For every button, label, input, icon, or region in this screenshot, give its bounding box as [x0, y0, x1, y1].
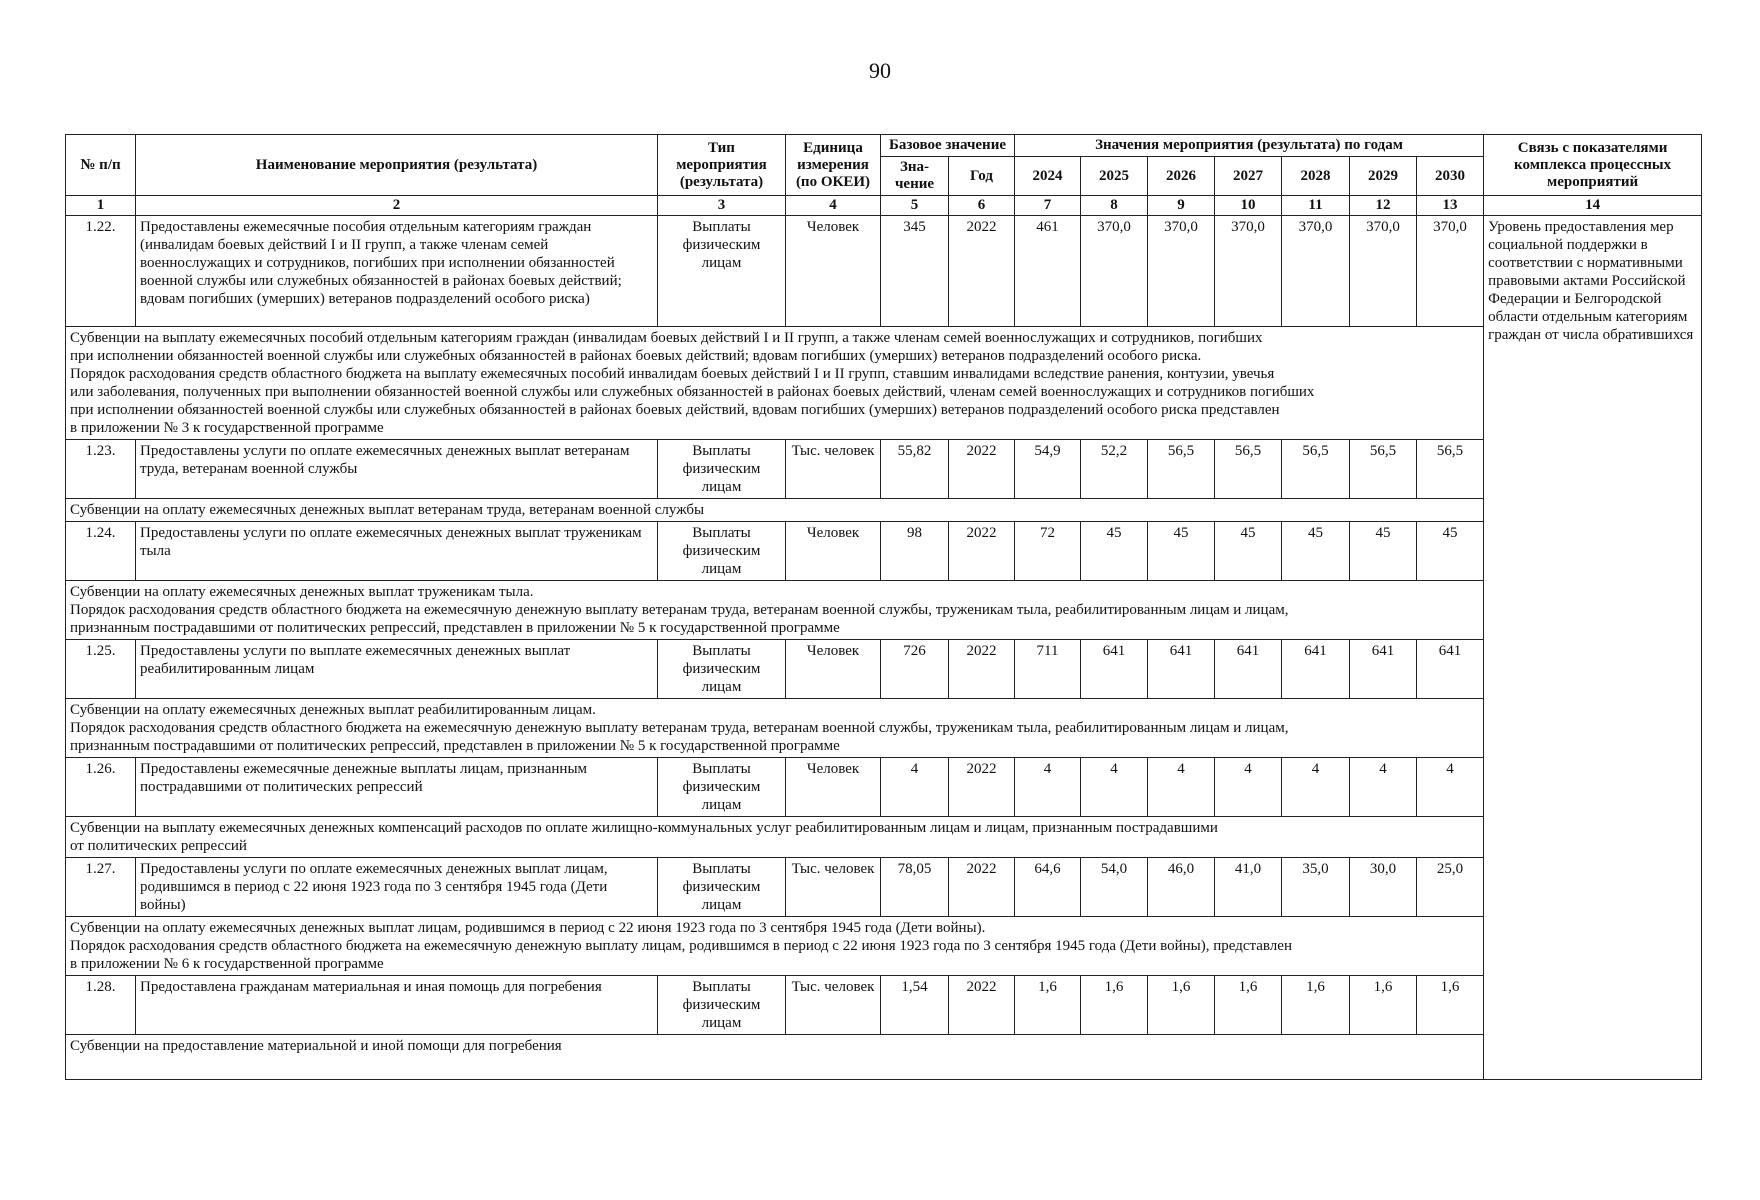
header-year: 2024 — [1015, 157, 1081, 196]
row-year-value: 41,0 — [1215, 858, 1282, 917]
row-year-value: 370,0 — [1417, 216, 1484, 327]
row-year-value: 45 — [1215, 522, 1282, 581]
row-year-value: 4 — [1015, 758, 1081, 817]
row-year-value: 52,2 — [1081, 440, 1148, 499]
row-year-value: 4 — [1148, 758, 1215, 817]
row-base-value: 1,54 — [881, 976, 949, 1035]
row-unit: Человек — [786, 522, 881, 581]
table-row — [66, 440, 1702, 499]
note-cell — [66, 327, 1484, 440]
row-year-value: 641 — [1148, 640, 1215, 699]
row-number: 1.24. — [66, 522, 136, 581]
row-year-value: 56,5 — [1350, 440, 1417, 499]
row-year-value: 45 — [1417, 522, 1484, 581]
column-number: 1 — [66, 196, 136, 216]
row-year-value: 46,0 — [1148, 858, 1215, 917]
table-header — [66, 135, 1702, 216]
row-year-value: 641 — [1282, 640, 1350, 699]
note-row — [66, 917, 1702, 976]
row-year-value: 4 — [1282, 758, 1350, 817]
note-line: Порядок расходования средств областного бюджета на выплату ежемесячных пособий инвалидам боевых действий I и II групп, ставшим инвалидами вследствие ранения, контузии, увечья — [70, 366, 1275, 382]
note-cell — [66, 917, 1484, 976]
header-base: Базовое значение — [881, 135, 1015, 157]
row-year-value: 641 — [1350, 640, 1417, 699]
header-num: № п/п — [66, 135, 136, 196]
row-number: 1.23. — [66, 440, 136, 499]
row-name: Предоставлены услуги по оплате ежемесячных денежных выплат лицам, родившимся в период с 22 июня 1923 года по 3 сентября 1945 года (Дети войны) — [136, 858, 658, 917]
row-year-value: 64,6 — [1015, 858, 1081, 917]
row-name: Предоставлена гражданам материальная и иная помощь для погребения — [136, 976, 658, 1035]
column-number: 4 — [786, 196, 881, 216]
table-row — [66, 640, 1702, 699]
row-year-value: 4 — [1417, 758, 1484, 817]
note-row — [66, 699, 1702, 758]
header-name: Наименование мероприятия (результата) — [136, 135, 658, 196]
table-row — [66, 976, 1702, 1035]
row-base-value: 726 — [881, 640, 949, 699]
row-base-year: 2022 — [949, 440, 1015, 499]
note-line: от политических репрессий — [70, 838, 247, 854]
note-row — [66, 581, 1702, 640]
column-number: 3 — [658, 196, 786, 216]
row-year-value: 25,0 — [1417, 858, 1484, 917]
row-year-value: 35,0 — [1282, 858, 1350, 917]
table-body — [66, 216, 1702, 1080]
row-year-value: 370,0 — [1081, 216, 1148, 327]
row-year-value: 370,0 — [1282, 216, 1350, 327]
row-base-year: 2022 — [949, 640, 1015, 699]
page-number: 90 — [869, 58, 891, 83]
row-year-value: 641 — [1417, 640, 1484, 699]
note-line: признанным пострадавшими от политических репрессий, представлен в приложении № 5 к государственной программе — [70, 620, 840, 636]
header-base-year: Год — [949, 157, 1015, 196]
note-cell — [66, 817, 1484, 858]
note-cell — [66, 581, 1484, 640]
note-row — [66, 327, 1702, 440]
row-year-value: 370,0 — [1350, 216, 1417, 327]
row-name: Предоставлены ежемесячные пособия отдельным категориям граждан (инвалидам боевых действий I и II групп, а также членам семей военнослужащих и сотрудников, погибших при исполнении обязанностей военной службы или служебных обязанностей в районах боевых действий; вдовам погибших (умерших) ветеранов подразделений особого риска) — [136, 216, 658, 327]
column-numbers-row — [66, 196, 1702, 216]
header-values-by-year: Значения мероприятия (результата) по годам — [1015, 135, 1484, 157]
row-year-value: 4 — [1081, 758, 1148, 817]
row-year-value: 45 — [1350, 522, 1417, 581]
row-year-value: 56,5 — [1215, 440, 1282, 499]
row-unit: Тыс. человек — [786, 858, 881, 917]
column-number: 11 — [1282, 196, 1350, 216]
row-unit: Тыс. человек — [786, 440, 881, 499]
row-type: Выплаты физическим лицам — [658, 522, 786, 581]
header-year: 2030 — [1417, 157, 1484, 196]
note-line: Субвенции на предоставление материальной и иной помощи для погребения — [70, 1038, 562, 1054]
row-unit: Человек — [786, 216, 881, 327]
row-type: Выплаты физическим лицам — [658, 858, 786, 917]
row-unit: Человек — [786, 758, 881, 817]
row-year-value: 56,5 — [1282, 440, 1350, 499]
row-year-value: 1,6 — [1081, 976, 1148, 1035]
row-base-value: 55,82 — [881, 440, 949, 499]
row-year-value: 1,6 — [1215, 976, 1282, 1035]
link-cell: Уровень предоставления мер социальной поддержки в соответствии с нормативными правовыми актами Российской Федерации и Белгородской области отдельным категориям граждан от числа обратившихся — [1484, 216, 1702, 1080]
column-number: 6 — [949, 196, 1015, 216]
table-row — [66, 858, 1702, 917]
row-year-value: 1,6 — [1417, 976, 1484, 1035]
row-year-value: 45 — [1081, 522, 1148, 581]
row-year-value: 1,6 — [1015, 976, 1081, 1035]
row-year-value: 1,6 — [1350, 976, 1417, 1035]
row-number: 1.27. — [66, 858, 136, 917]
row-base-value: 345 — [881, 216, 949, 327]
column-number: 13 — [1417, 196, 1484, 216]
column-number: 14 — [1484, 196, 1702, 216]
header-unit: Единица измерения (по ОКЕИ) — [786, 135, 881, 196]
row-name: Предоставлены услуги по выплате ежемесячных денежных выплат реабилитированным лицам — [136, 640, 658, 699]
note-line: Субвенции на выплату ежемесячных денежных компенсаций расходов по оплате жилищно-коммунальных услуг реабилитированным лицам и лицам, признанным пострадавшими — [70, 820, 1218, 836]
row-base-value: 4 — [881, 758, 949, 817]
row-year-value: 711 — [1015, 640, 1081, 699]
note-row — [66, 1035, 1702, 1080]
measures-table — [65, 134, 1702, 1080]
note-cell — [66, 699, 1484, 758]
row-year-value: 56,5 — [1417, 440, 1484, 499]
row-type: Выплаты физическим лицам — [658, 976, 786, 1035]
row-base-year: 2022 — [949, 858, 1015, 917]
row-year-value: 45 — [1282, 522, 1350, 581]
row-number: 1.25. — [66, 640, 136, 699]
row-number: 1.28. — [66, 976, 136, 1035]
row-year-value: 641 — [1215, 640, 1282, 699]
row-base-year: 2022 — [949, 758, 1015, 817]
note-line: Субвенции на оплату ежемесячных денежных выплат труженикам тыла. — [70, 584, 534, 600]
note-line: Порядок расходования средств областного бюджета на ежемесячную денежную выплату ветеранам труда, ветеранам военной службы, труженикам тыла, реабилитированным лицам и лицам, — [70, 720, 1289, 736]
header-year: 2029 — [1350, 157, 1417, 196]
note-line: при исполнении обязанностей военной службы или служебных обязанностей в районах боевых действий; вдовам погибших (умерших) ветеранов подразделений особого риска. — [70, 348, 1202, 364]
note-line: Порядок расходования средств областного бюджета на ежемесячную денежную выплату лицам, родившимся в период с 22 июня 1923 года по 3 сентября 1945 года (Дети войны), представлен — [70, 938, 1292, 954]
row-number: 1.26. — [66, 758, 136, 817]
note-line: Порядок расходования средств областного бюджета на ежемесячную денежную выплату ветеранам труда, ветеранам военной службы, труженикам тыла, реабилитированным лицам и лицам, — [70, 602, 1289, 618]
row-type: Выплаты физическим лицам — [658, 640, 786, 699]
row-year-value: 30,0 — [1350, 858, 1417, 917]
table-row — [66, 522, 1702, 581]
header-base-value: Зна-чение — [881, 157, 949, 196]
row-year-value: 45 — [1148, 522, 1215, 581]
header-year: 2028 — [1282, 157, 1350, 196]
note-line: Субвенции на выплату ежемесячных пособий отдельным категориям граждан (инвалидам боевых действий I и II групп, а также членам семей военнослужащих и сотрудников, погибших — [70, 330, 1263, 346]
note-cell — [66, 499, 1484, 522]
row-type: Выплаты физическим лицам — [658, 216, 786, 327]
note-line: признанным пострадавшими от политических репрессий, представлен в приложении № 5 к государственной программе — [70, 738, 840, 754]
column-number: 8 — [1081, 196, 1148, 216]
row-year-value: 1,6 — [1282, 976, 1350, 1035]
row-base-year: 2022 — [949, 216, 1015, 327]
row-year-value: 72 — [1015, 522, 1081, 581]
row-year-value: 1,6 — [1148, 976, 1215, 1035]
row-year-value: 370,0 — [1215, 216, 1282, 327]
column-number: 7 — [1015, 196, 1081, 216]
note-line: Субвенции на оплату ежемесячных денежных выплат ветеранам труда, ветеранам военной службы — [70, 502, 705, 518]
row-year-value: 370,0 — [1148, 216, 1215, 327]
table-row — [66, 758, 1702, 817]
row-year-value: 56,5 — [1148, 440, 1215, 499]
header-link: Связь с показателями комплекса процессных мероприятий — [1484, 135, 1702, 196]
table-row — [66, 216, 1702, 327]
row-base-year: 2022 — [949, 976, 1015, 1035]
header-year: 2026 — [1148, 157, 1215, 196]
column-number: 10 — [1215, 196, 1282, 216]
note-row — [66, 817, 1702, 858]
row-year-value: 4 — [1215, 758, 1282, 817]
column-number: 5 — [881, 196, 949, 216]
row-number: 1.22. — [66, 216, 136, 327]
row-year-value: 461 — [1015, 216, 1081, 327]
row-base-value: 78,05 — [881, 858, 949, 917]
row-unit: Человек — [786, 640, 881, 699]
row-year-value: 54,0 — [1081, 858, 1148, 917]
note-line: в приложении № 6 к государственной программе — [70, 956, 384, 972]
header-year: 2027 — [1215, 157, 1282, 196]
note-row — [66, 499, 1702, 522]
header-type: Тип мероприятия (результата) — [658, 135, 786, 196]
row-year-value: 4 — [1350, 758, 1417, 817]
column-number: 2 — [136, 196, 658, 216]
row-name: Предоставлены услуги по оплате ежемесячных денежных выплат ветеранам труда, ветеранам военной службы — [136, 440, 658, 499]
row-base-year: 2022 — [949, 522, 1015, 581]
row-name: Предоставлены ежемесячные денежные выплаты лицам, признанным пострадавшими от политических репрессий — [136, 758, 658, 817]
column-number: 9 — [1148, 196, 1215, 216]
header-year: 2025 — [1081, 157, 1148, 196]
note-cell — [66, 1035, 1484, 1080]
note-line: или заболевания, полученных при выполнении обязанностей военной службы или служебных обязанностей в районах боевых действий, членам семей военнослужащих и сотрудников погибших — [70, 384, 1315, 400]
note-line: Субвенции на оплату ежемесячных денежных выплат лицам, родившимся в период с 22 июня 1923 года по 3 сентября 1945 года (Дети войны). — [70, 920, 986, 936]
row-type: Выплаты физическим лицам — [658, 440, 786, 499]
row-name: Предоставлены услуги по оплате ежемесячных денежных выплат труженикам тыла — [136, 522, 658, 581]
note-line: при исполнении обязанностей военной службы или служебных обязанностей в районах боевых действий, вдовам погибших (умерших) ветеранов подразделений особого риска представлен — [70, 402, 1280, 418]
row-base-value: 98 — [881, 522, 949, 581]
note-line: Субвенции на оплату ежемесячных денежных выплат реабилитированным лицам. — [70, 702, 596, 718]
note-line: в приложении № 3 к государственной программе — [70, 420, 384, 436]
row-type: Выплаты физическим лицам — [658, 758, 786, 817]
row-unit: Тыс. человек — [786, 976, 881, 1035]
column-number: 12 — [1350, 196, 1417, 216]
row-year-value: 54,9 — [1015, 440, 1081, 499]
row-year-value: 641 — [1081, 640, 1148, 699]
